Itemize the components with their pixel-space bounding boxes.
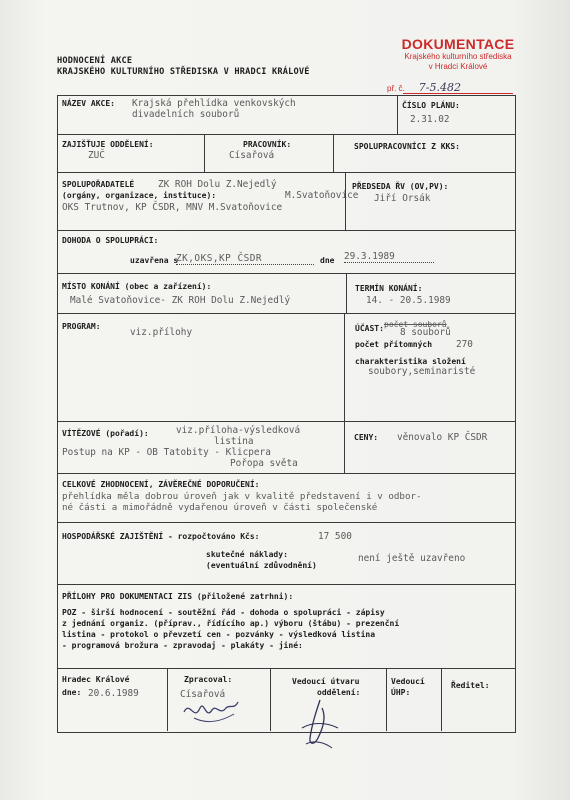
evaluation-label: CELKOVÉ ZHODNOCENÍ, ZÁVĚREČNÉ DOPORUČENÍ: (62, 480, 260, 489)
divider (346, 273, 347, 313)
department-label: ZAJIŠŤUJE ODDĚLENÍ: (62, 140, 154, 149)
divider (57, 313, 516, 314)
divider (57, 473, 516, 474)
winners-line2: listina (214, 436, 254, 447)
divider (344, 313, 345, 473)
signing-date-label: dne: (62, 688, 82, 697)
prepared-by-signature (180, 694, 242, 728)
divider (57, 421, 516, 422)
unit-head-label: Vedoucí útvaru (292, 677, 360, 686)
winners-line3: Postup na KP - OB Tatobity - Klicpera (62, 447, 271, 458)
plan-number-value: 2.31.02 (410, 114, 450, 125)
divider (386, 668, 387, 731)
concluded-with-value: ZK,OKS,KP ČSDR (176, 253, 314, 265)
prepared-by-value: Císařová (180, 689, 226, 700)
agreement-date-value: 29.3.1989 (344, 251, 434, 263)
divider (57, 522, 516, 523)
budget-label: HOSPODÁŘSKÉ ZAJIŠTĚNÍ - rozpočtováno Kčs: (62, 532, 260, 541)
actual-costs-value: není ještě uzavřeno (358, 553, 466, 564)
prizes-label: CENY: (354, 433, 379, 442)
actual-costs-sublabel: (eventuální zdůvodnění) (206, 561, 317, 570)
actual-costs-label: skutečné náklady: (206, 550, 288, 559)
present-count-value: 270 (456, 339, 473, 350)
attachments-line4: - programová brožura - zpravodaj - plakáty - jiné: (62, 641, 303, 650)
prizes-value: věnovalo KP ČSDR (397, 432, 488, 443)
composition-value: soubory,seminaristé (368, 366, 476, 377)
chairman-label: PŘEDSEDA ŘV (OV,PV): (352, 182, 449, 191)
divider (345, 172, 346, 230)
stamp-underline (403, 93, 513, 94)
divider (57, 134, 516, 135)
present-count-label: počet přítomných (355, 340, 433, 349)
place-label: Hradec Králové (62, 675, 130, 684)
header-subtitle: KRAJSKÉHO KULTURNÍHO STŘEDISKA V HRADCI KRÁLOVÉ (57, 67, 310, 77)
event-date-label: TERMÍN KONÁNÍ: (355, 284, 423, 293)
divider (167, 668, 168, 731)
venue-value: Malé Svatoňovice- ZK ROH Dolu Z.Nejedlý (70, 295, 291, 306)
attendance-ensembles-value: 8 souborů (400, 327, 451, 338)
divider (57, 273, 516, 274)
attendance-label: ÚČAST: (355, 324, 384, 333)
unit-head-sublabel: oddělení: (317, 688, 361, 697)
unit-head-signature (296, 698, 342, 750)
event-date-value: 14. - 20.5.1989 (366, 295, 451, 306)
divider (441, 668, 442, 731)
co-organizers-label: SPOLUPOŘADATELÉ (62, 180, 135, 189)
divider (57, 230, 516, 231)
concluded-with-label: uzavřena s (130, 256, 179, 265)
winners-line1: viz.příloha-výsledková (176, 425, 301, 436)
agreement-label: DOHODA O SPOLUPRÁCI: (62, 236, 159, 245)
divider (57, 668, 516, 669)
divider (397, 95, 398, 134)
divider (57, 584, 516, 585)
evaluation-line2: né části a mimořádně vydařenou úroveň v části společenské (62, 502, 378, 513)
winners-line4: Pořopa světa (230, 458, 298, 469)
plan-number-label: ČÍSLO PLÁNU: (402, 101, 460, 110)
composition-label: charakteristika složení (355, 357, 466, 366)
signing-date-value: 20.6.1989 (88, 688, 139, 699)
prepared-by-label: Zpracoval: (184, 675, 233, 684)
stamp-line1: Krajského kulturního střediska (404, 52, 512, 61)
evaluation-line1: přehlídka měla dobrou úroveň jak v kvalitě představení i v odbor- (62, 491, 422, 502)
attendance-crossed-label: počet souborů (384, 320, 447, 329)
header-title: HODNOCENÍ AKCE (57, 56, 133, 66)
attachments-line1: POZ - širší hodnocení - soutěžní řád - dohoda o spolupráci - zápisy (62, 608, 385, 617)
department-value: ZUČ (88, 150, 105, 161)
co-organizers-line3: OKS Trutnov, KP ČSDR, MNV M.Svatoňovice (62, 202, 283, 213)
event-name-line2: divadelních souborů (132, 109, 240, 120)
stamp-prefix: př. č. (387, 84, 405, 93)
winners-label: VÍTĚZOVÉ (pořadí): (62, 429, 149, 438)
divider (333, 134, 334, 172)
co-organizers-line1: ZK ROH Dolu Z.Nejedlý (158, 179, 277, 190)
attachments-label: PŘÍLOHY PRO DOKUMENTACI ZIS (přiložené zatrhni): (62, 592, 294, 601)
stamp-title: DOKUMENTACE (401, 36, 515, 52)
date-label: dne (320, 256, 335, 265)
worker-label: PRACOVNÍK: (243, 140, 292, 149)
divider (57, 172, 516, 173)
divider (270, 668, 271, 731)
chairman-value: Jiří Orsák (374, 193, 431, 204)
uhp-head-label: Vedoucí (391, 677, 425, 686)
attachments-line2: z jednání organiz. (příprav., řídícího ap.) výboru (štábu) - prezenční (62, 619, 400, 628)
documentation-stamp (383, 36, 533, 94)
director-label: Ředitel: (451, 681, 490, 690)
program-label: PROGRAM: (62, 322, 101, 331)
co-organizers-line2: M.Svatoňovice (285, 190, 359, 201)
co-organizers-sublabel: (orgány, organizace, instituce): (62, 191, 217, 200)
attachments-line3: listina - protokol o převzetí cen - pozvánky - výsledková listina (62, 630, 376, 639)
stamp-line2: v Hradci Králové (428, 62, 488, 71)
uhp-head-sublabel: ÚHP: (391, 688, 411, 697)
program-value: viz.přílohy (130, 327, 193, 338)
event-name-line1: Krajská přehlídka venkovských (132, 98, 296, 109)
event-name-label: NÁZEV AKCE: (62, 99, 115, 108)
stamp-number: 7-5.482 (418, 81, 461, 94)
worker-value: Císařová (229, 150, 275, 161)
venue-label: MÍSTO KONÁNÍ (obec a zařízení): (62, 282, 212, 291)
divider (204, 134, 205, 172)
collaborators-label: SPOLUPRACOVNÍCI Z KKS: (354, 142, 460, 151)
budget-value: 17 500 (318, 531, 352, 542)
